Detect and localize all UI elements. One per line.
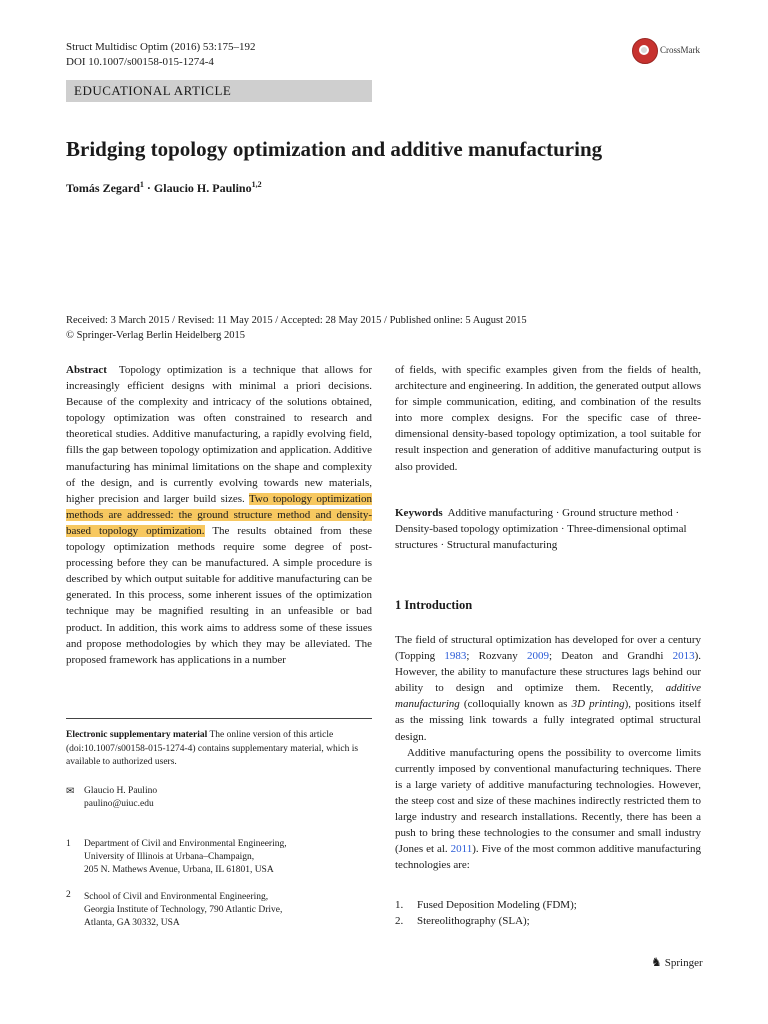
article-category: EDUCATIONAL ARTICLE [66,80,372,102]
author-name: Glaucio H. Paulino [153,181,252,195]
keywords-label: Keywords [395,507,443,519]
paragraph: The field of structural optimization has developed for over a century (Topping 1983; Rozvany 2009; Deaton and Grandhi 2013). However, the ability to manufacture these structures lags behind our ability to design and optimize them. Recently, additive manufacturing (colloquially known as 3D printing), positions itself as the missing link towards a fully integrated optimal structural design. [395,634,702,743]
author-affiliation-mark: 1,2 [251,180,262,189]
citation-link[interactable]: 2013 [672,650,695,663]
section-heading: 1 Introduction [395,598,473,612]
affiliation [84,838,364,877]
abstract-text: Topology optimization is a technique that allows for increasingly efficient designs with minimal a priori decisions. Because of the complexity and intricacy of the solutions obtained, topology optimization was often constrained to research and theoretical studies. Additive manufacturing, a rapidly evolving field, fills the gap between topology optimization and application. Additive manufacturing has minimal limitations on the shape and complexity of the design, and is currently evolving towards new materials, higher precision and larger build sizes. [66,364,372,505]
publication-dates [66,313,706,343]
supplementary-note [66,729,372,770]
author-list [66,180,262,196]
publisher-logo [651,955,703,970]
list-item: 2. Stereolithography (SLA); [395,915,530,928]
technology-list [395,897,701,929]
crossmark-icon [632,38,658,64]
abstract-text: The results obtained from these topology optimization methods require some degree of post-processing before they can be manufactured. A simple procedure is described by which output suitable for additive manufacturing can be generated. In this process, some inherent issues of the optimization technique may be magnified resulting in an unfeasible or bad product. In addition, this work aims to address some of these issues and propose methodologies by which they may be alleviated. The proposed framework has applications in a number [66,524,373,666]
copyright: © Springer-Verlag Berlin Heidelberg 2015 [66,330,246,341]
supplementary-text: The online version of this article (doi:10.1007/s00158-015-1274-4) contains supplementary material, which is available to authorized users. [66,730,359,767]
abstract-label: Abstract [66,364,107,376]
keywords [395,505,701,553]
affiliation-number: 1 [66,839,71,849]
contact-email[interactable]: paulino@uiuc.edu [84,799,154,809]
author-separator: · [143,181,154,195]
introduction-body [395,632,701,873]
affiliation [84,891,364,930]
author-name: Tomás Zegard [66,181,140,195]
paper-title: Bridging topology optimization and additive manufacturing [66,137,603,161]
affiliation-line: Department of Civil and Environmental Engineering, [84,839,287,849]
author-affiliation-mark: 1 [139,180,144,189]
supplementary-label: Electronic supplementary material [66,730,208,740]
affiliation-line: Atlanta, GA 30332, USA [84,918,180,928]
footnote-divider [66,718,372,719]
journal-citation: Struct Multidisc Optim (2016) 53:175–192 [66,41,256,53]
affiliation-line: University of Illinois at Urbana–Champaign, [84,852,255,862]
paragraph: Additive manufacturing opens the possibility to overcome limits currently imposed by conventional manufacturing techniques. There is a large variety of additive manufacturing technologies. However, the steep cost and size of these machines indirectly restricted them to large industry and research installations. Recently, there has been a push to bring these technologies to the consumer and small industry (Jones et al. 2011). Five of the most common additive manufacturing technologies are: [395,746,701,872]
citation-link[interactable]: 2011 [450,843,473,856]
highlighted-text: Two topology optimization methods are addressed: the ground structure method and density-based topology optimization. [66,492,372,537]
publisher-name: Springer [664,956,703,969]
abstract [66,362,372,668]
affiliation-line: Georgia Institute of Technology, 790 Atlantic Drive, [84,905,283,915]
springer-horse-icon: ♞ [651,955,662,969]
affiliation-line: School of Civil and Environmental Engineering, [84,892,269,902]
history-dates: Received: 3 March 2015 / Revised: 11 May 2015 / Accepted: 28 May 2015 / Published online: 5 August 2015 [66,315,527,326]
citation-link[interactable]: 2009 [526,650,549,663]
envelope-icon: ✉ [66,786,75,797]
abstract-continued: of fields, with specific examples given from the fields of health, architecture and engineering. In addition, the generated output allows for simple communication, editing, and combination of the results into more complex designs. For the specific case of three-dimensional density-based topology optimization, a tool suitable for result inspection and generation of additive manufacturing output is also provided. [395,364,701,473]
keywords-text: Additive manufacturing · Ground structure method · Density-based topology optimization · Three-dimensional optimal structures · Structural manufacturing [395,507,687,552]
affiliation-number: 2 [66,890,71,900]
corresponding-author [84,785,364,811]
journal-header [66,40,255,70]
contact-name: Glaucio H. Paulino [84,786,158,796]
list-item: 1. Fused Deposition Modeling (FDM); [395,899,577,911]
affiliation-line: 205 N. Mathews Avenue, Urbana, IL 61801, USA [84,865,274,875]
citation-link[interactable]: 1983 [444,650,467,663]
doi[interactable]: DOI 10.1007/s00158-015-1274-4 [66,56,214,68]
crossmark-badge[interactable]: CrossMark [632,36,712,66]
